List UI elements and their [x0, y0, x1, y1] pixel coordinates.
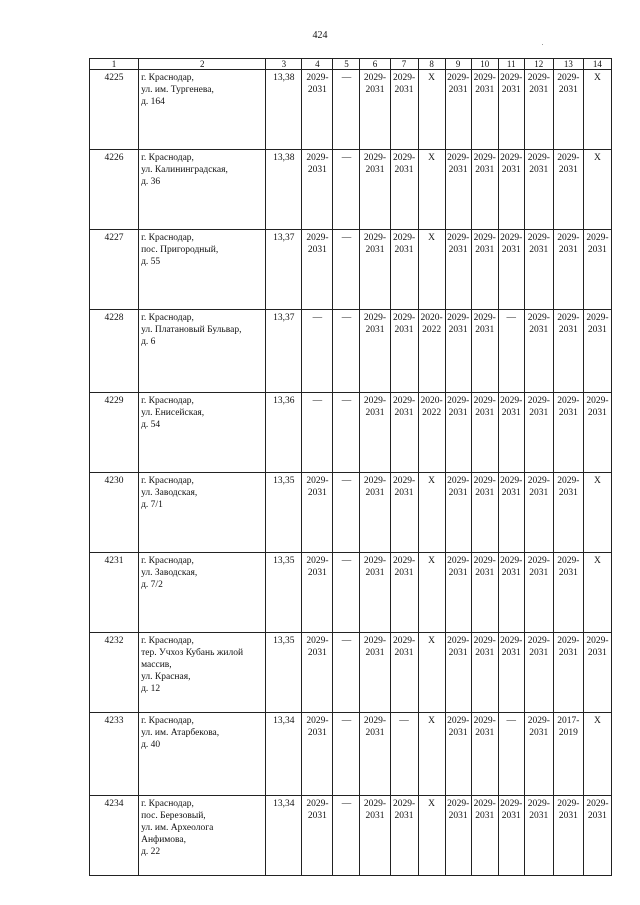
period-cell: 2029- 2031 [445, 150, 471, 230]
column-header: 13 [553, 59, 583, 70]
period-cell: 2029- 2031 [583, 633, 611, 713]
column-header: 11 [498, 59, 524, 70]
address-cell: г. Краснодар, ул. Енисейская, д. 54 [139, 393, 266, 473]
page-number: 424 [312, 30, 328, 41]
period-cell: — [333, 310, 360, 393]
period-cell: 2029- 2031 [360, 70, 390, 150]
period-cell: 2029- 2031 [498, 70, 524, 150]
address-cell: г. Краснодар, ул. Калининградская, д. 36 [139, 150, 266, 230]
period-cell: 2029- 2031 [360, 553, 390, 633]
period-cell: X [418, 633, 445, 713]
period-cell: 2029- 2031 [471, 796, 498, 876]
period-cell: 2029- 2031 [390, 70, 418, 150]
period-cell: 2029- 2031 [498, 393, 524, 473]
address-cell: г. Краснодар, ул. им. Тургенева, д. 164 [139, 70, 266, 150]
period-cell: 2029- 2031 [471, 393, 498, 473]
table-row [90, 473, 612, 553]
table-row [90, 393, 612, 473]
period-cell: 2020- 2022 [418, 310, 445, 393]
column-header: 6 [360, 59, 390, 70]
period-cell: 2029- 2031 [390, 473, 418, 553]
period-cell: — [333, 150, 360, 230]
column-header: 2 [139, 59, 266, 70]
address-cell: г. Краснодар, тер. Учхоз Кубань жилой массив, ул. Красная, д. 12 [139, 633, 266, 713]
table-row [90, 713, 612, 796]
address-cell: г. Краснодар, ул. Платановый Бульвар, д. 6 [139, 310, 266, 393]
area-cell: 13,34 [266, 713, 302, 796]
row-number-cell: 4225 [90, 70, 139, 150]
period-cell: 2029- 2031 [390, 230, 418, 310]
period-cell: 2029- 2031 [445, 70, 471, 150]
period-cell: 2029- 2031 [390, 310, 418, 393]
period-cell: 2029- 2031 [524, 633, 553, 713]
address-cell: г. Краснодар, ул. им. Атарбекова, д. 40 [139, 713, 266, 796]
period-cell: 2029- 2031 [524, 70, 553, 150]
row-number-cell: 4230 [90, 473, 139, 553]
row-number-cell: 4227 [90, 230, 139, 310]
column-header: 4 [302, 59, 333, 70]
period-cell: 2029- 2031 [498, 150, 524, 230]
register-table [89, 58, 612, 876]
period-cell: — [302, 310, 333, 393]
period-cell: 2029- 2031 [524, 473, 553, 553]
address-cell: г. Краснодар, ул. Заводская, д. 7/1 [139, 473, 266, 553]
period-cell: 2029- 2031 [471, 473, 498, 553]
period-cell: 2029- 2031 [445, 713, 471, 796]
period-cell: 2029- 2031 [445, 310, 471, 393]
table-row [90, 553, 612, 633]
table-row [90, 230, 612, 310]
period-cell: 2029- 2031 [445, 796, 471, 876]
period-cell: X [418, 70, 445, 150]
period-cell: X [418, 473, 445, 553]
column-number-row [90, 59, 612, 70]
column-header: 7 [390, 59, 418, 70]
period-cell: 2029- 2031 [498, 230, 524, 310]
period-cell: 2029- 2031 [553, 633, 583, 713]
period-cell: 2029- 2031 [471, 70, 498, 150]
period-cell: 2029- 2031 [360, 230, 390, 310]
period-cell: 2029- 2031 [553, 393, 583, 473]
period-cell: 2029- 2031 [524, 553, 553, 633]
period-cell: 2029- 2031 [524, 713, 553, 796]
period-cell: X [418, 796, 445, 876]
period-cell: 2029- 2031 [498, 473, 524, 553]
period-cell: 2029- 2031 [471, 310, 498, 393]
row-number-cell: 4226 [90, 150, 139, 230]
period-cell: 2029- 2031 [445, 473, 471, 553]
period-cell: — [498, 713, 524, 796]
column-header: 8 [418, 59, 445, 70]
table-row [90, 633, 612, 713]
period-cell: 2029- 2031 [471, 553, 498, 633]
period-cell: — [333, 553, 360, 633]
period-cell: 2029- 2031 [390, 633, 418, 713]
period-cell: 2029- 2031 [445, 553, 471, 633]
period-cell: 2029- 2031 [302, 230, 333, 310]
column-header: 10 [471, 59, 498, 70]
area-cell: 13,36 [266, 393, 302, 473]
period-cell: 2029- 2031 [390, 553, 418, 633]
period-cell: — [498, 310, 524, 393]
period-cell: 2029- 2031 [471, 713, 498, 796]
period-cell: 2029- 2031 [524, 230, 553, 310]
area-cell: 13,38 [266, 150, 302, 230]
row-number-cell: 4231 [90, 553, 139, 633]
period-cell: 2029- 2031 [302, 150, 333, 230]
period-cell: — [302, 393, 333, 473]
period-cell: 2020- 2022 [418, 393, 445, 473]
area-cell: 13,35 [266, 633, 302, 713]
period-cell: 2029- 2031 [302, 553, 333, 633]
row-number-cell: 4234 [90, 796, 139, 876]
table-row [90, 70, 612, 150]
period-cell: X [418, 230, 445, 310]
column-header: 12 [524, 59, 553, 70]
period-cell: 2029- 2031 [498, 553, 524, 633]
period-cell: — [333, 393, 360, 473]
area-cell: 13,37 [266, 230, 302, 310]
period-cell: 2029- 2031 [553, 70, 583, 150]
period-cell: — [333, 796, 360, 876]
address-cell: г. Краснодар, пос. Березовый, ул. им. Археолога Анфимова, д. 22 [139, 796, 266, 876]
period-cell: 2029- 2031 [360, 796, 390, 876]
period-cell: 2029- 2031 [583, 393, 611, 473]
period-cell: — [333, 713, 360, 796]
period-cell: — [390, 713, 418, 796]
period-cell: X [583, 150, 611, 230]
period-cell: 2029- 2031 [583, 230, 611, 310]
period-cell: 2029- 2031 [524, 310, 553, 393]
period-cell: 2029- 2031 [553, 150, 583, 230]
period-cell: 2029- 2031 [553, 553, 583, 633]
period-cell: 2029- 2031 [524, 796, 553, 876]
column-header: 3 [266, 59, 302, 70]
period-cell: 2017- 2019 [553, 713, 583, 796]
column-header: 9 [445, 59, 471, 70]
period-cell: 2029- 2031 [498, 633, 524, 713]
period-cell: 2029- 2031 [553, 796, 583, 876]
row-number-cell: 4232 [90, 633, 139, 713]
address-cell: г. Краснодар, ул. Заводская, д. 7/2 [139, 553, 266, 633]
period-cell: 2029- 2031 [583, 796, 611, 876]
period-cell: 2029- 2031 [360, 150, 390, 230]
period-cell: 2029- 2031 [471, 150, 498, 230]
period-cell: 2029- 2031 [471, 633, 498, 713]
period-cell: 2029- 2031 [445, 393, 471, 473]
period-cell: 2029- 2031 [471, 230, 498, 310]
period-cell: X [583, 473, 611, 553]
period-cell: — [333, 473, 360, 553]
area-cell: 13,38 [266, 70, 302, 150]
period-cell: 2029- 2031 [360, 393, 390, 473]
period-cell: 2029- 2031 [524, 393, 553, 473]
area-cell: 13,35 [266, 473, 302, 553]
column-header: 14 [583, 59, 611, 70]
period-cell: 2029- 2031 [302, 473, 333, 553]
period-cell: 2029- 2031 [498, 796, 524, 876]
period-cell: 2029- 2031 [302, 796, 333, 876]
period-cell: — [333, 633, 360, 713]
area-cell: 13,37 [266, 310, 302, 393]
period-cell: 2029- 2031 [445, 633, 471, 713]
column-header: 5 [333, 59, 360, 70]
period-cell: X [418, 713, 445, 796]
period-cell: 2029- 2031 [360, 713, 390, 796]
period-cell: X [418, 553, 445, 633]
period-cell: 2029- 2031 [553, 310, 583, 393]
row-number-cell: 4228 [90, 310, 139, 393]
period-cell: 2029- 2031 [390, 393, 418, 473]
period-cell: X [583, 553, 611, 633]
period-cell: 2029- 2031 [445, 230, 471, 310]
scan-speck [542, 44, 543, 45]
period-cell: 2029- 2031 [583, 310, 611, 393]
period-cell: X [418, 150, 445, 230]
row-number-cell: 4233 [90, 713, 139, 796]
period-cell: 2029- 2031 [390, 796, 418, 876]
area-cell: 13,35 [266, 553, 302, 633]
column-header: 1 [90, 59, 139, 70]
period-cell: 2029- 2031 [302, 70, 333, 150]
period-cell: 2029- 2031 [553, 230, 583, 310]
period-cell: 2029- 2031 [553, 473, 583, 553]
period-cell: X [583, 70, 611, 150]
row-number-cell: 4229 [90, 393, 139, 473]
period-cell: X [583, 713, 611, 796]
period-cell: 2029- 2031 [302, 633, 333, 713]
period-cell: — [333, 70, 360, 150]
period-cell: 2029- 2031 [360, 473, 390, 553]
period-cell: 2029- 2031 [524, 150, 553, 230]
table-row [90, 310, 612, 393]
period-cell: 2029- 2031 [302, 713, 333, 796]
period-cell: — [333, 230, 360, 310]
area-cell: 13,34 [266, 796, 302, 876]
table-row [90, 796, 612, 876]
table-row [90, 150, 612, 230]
period-cell: 2029- 2031 [360, 310, 390, 393]
period-cell: 2029- 2031 [390, 150, 418, 230]
address-cell: г. Краснодар, пос. Пригородный, д. 55 [139, 230, 266, 310]
period-cell: 2029- 2031 [360, 633, 390, 713]
